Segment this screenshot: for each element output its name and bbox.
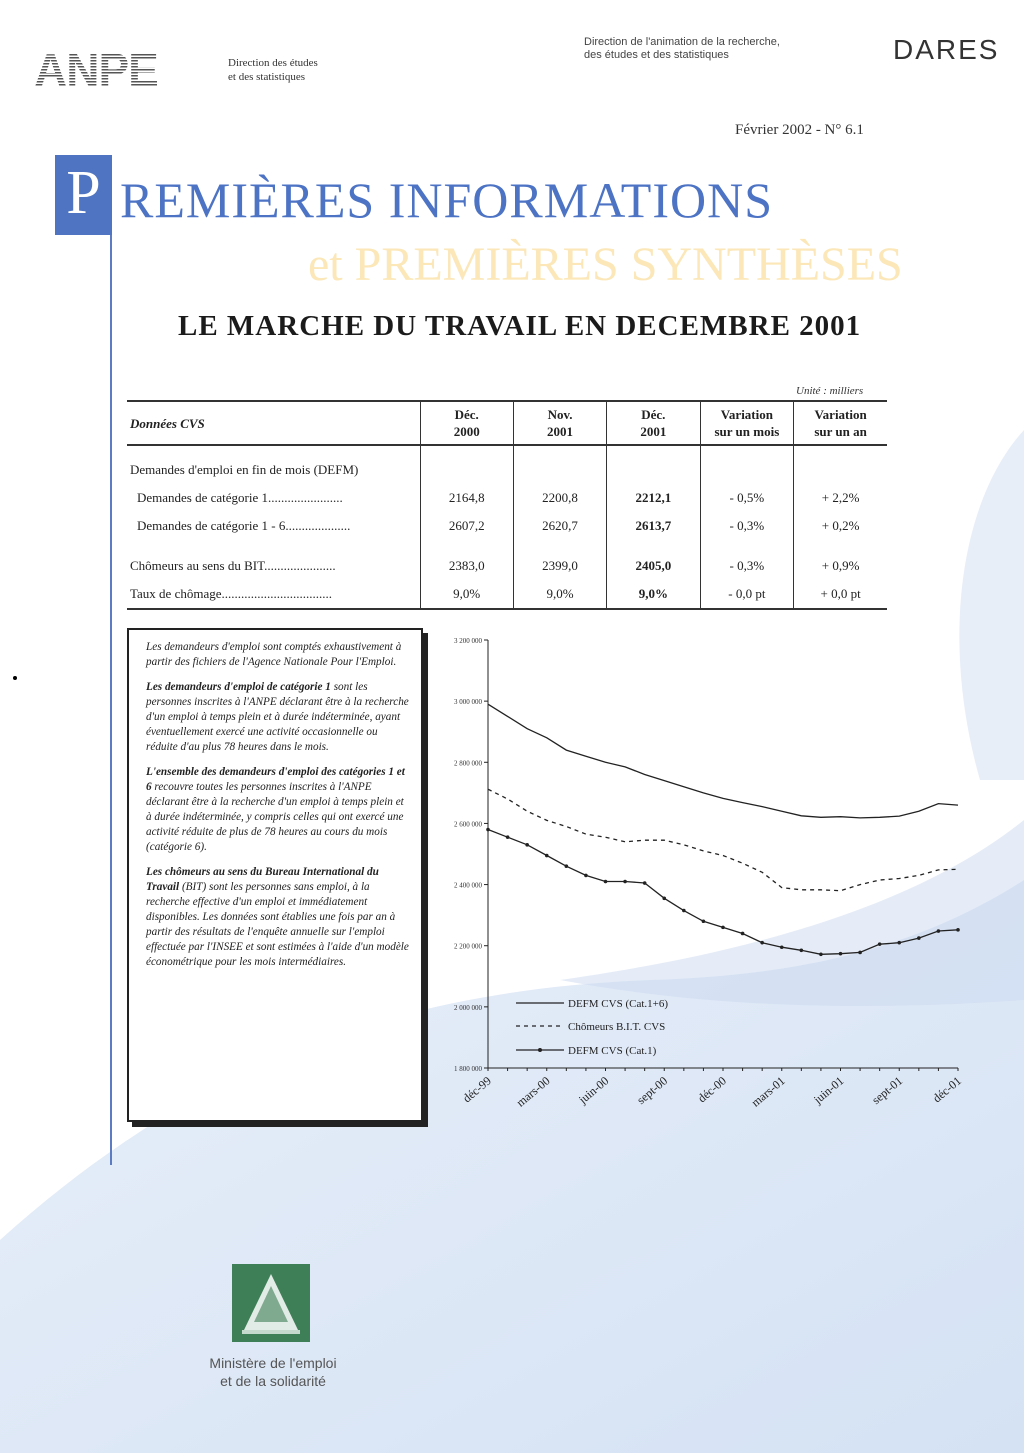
row-label: Demandes de catégorie 1 - 6.................... <box>137 518 351 533</box>
note-p3-bold: L'ensemble des demandeurs d'emploi des catégories 1 et 6 <box>146 766 405 793</box>
cell-var-month: - 0,3% <box>700 512 794 540</box>
x-tick-label: juin-01 <box>810 1073 847 1107</box>
series-point <box>584 874 588 878</box>
series-point <box>937 929 941 933</box>
cell-var-year: + 0,9% <box>794 540 887 580</box>
legend-label: DEFM CVS (Cat.1+6) <box>568 998 669 1010</box>
series-point <box>662 897 666 901</box>
side-strip <box>110 155 112 1165</box>
y-tick-label: 2 800 000 <box>454 759 482 768</box>
series-point <box>858 951 862 955</box>
note-p4-bold: Les chômeurs au sens du Bureau International du Travail <box>146 866 379 893</box>
header-dec2001-line2: 2001 <box>640 424 667 439</box>
row-label: Demandes de catégorie 1....................... <box>137 490 343 505</box>
document-title: LE MARCHE DU TRAVAIL EN DECEMBRE 2001 <box>178 310 862 342</box>
header-nov2001-line2: 2001 <box>547 424 574 439</box>
dares-sub-line-2: des études et des statistiques <box>584 49 729 61</box>
header-var-year-line1: Variation <box>814 407 867 422</box>
series-point <box>878 942 882 946</box>
issue-number: Février 2002 - N° 6.1 <box>735 122 864 138</box>
series-point <box>702 919 706 923</box>
ministry-name <box>183 1354 363 1390</box>
header-var-month <box>700 401 794 445</box>
series-point <box>643 881 647 885</box>
series-line-2 <box>488 830 958 955</box>
series-point <box>839 952 843 956</box>
cell-dec2001: 2613,7 <box>607 512 700 540</box>
y-tick-label: 1 800 000 <box>454 1065 482 1073</box>
cell-var-month: - 0,5% <box>700 484 794 512</box>
note-p2-bold: Les demandeurs d'emploi de catégorie 1 <box>146 681 331 693</box>
row-label: Chômeurs au sens du BIT...................... <box>130 558 336 573</box>
series-point <box>506 835 510 839</box>
header-dec2000-line1: Déc. <box>454 407 479 422</box>
x-tick-label: sept-00 <box>634 1073 671 1108</box>
x-tick-label: mars-01 <box>748 1073 788 1110</box>
series-point <box>956 928 960 932</box>
cell-dec2001: 2405,0 <box>607 540 700 580</box>
header-var-year-line2: sur un an <box>814 424 867 439</box>
ministry-line-1: Ministère de l'emploi <box>209 1355 337 1371</box>
note-p2 <box>146 680 411 755</box>
svg-text:ANPE: ANPE <box>34 48 158 92</box>
table-row <box>127 540 887 580</box>
dares-subtitle <box>584 36 780 62</box>
series-point <box>682 909 686 913</box>
cell-dec2000: 9,0% <box>420 580 513 609</box>
section-label: Demandes d'emploi en fin de mois (DEFM) <box>130 462 359 477</box>
legend-marker <box>538 1048 542 1052</box>
row-label: Taux de chômage.................................. <box>127 580 420 609</box>
series-point <box>565 864 569 868</box>
header-var-month-line2: sur un mois <box>714 424 780 439</box>
note-p4 <box>146 865 411 970</box>
cell-dec2001: 2212,1 <box>607 484 700 512</box>
y-tick-label: 2 000 000 <box>454 1003 482 1012</box>
dares-sub-line-1: Direction de l'animation de la recherche, <box>584 36 780 48</box>
header-dec2001 <box>607 401 700 445</box>
series-point <box>623 880 627 884</box>
header-dec2000 <box>420 401 513 445</box>
title-initial: P <box>66 159 101 227</box>
series-point <box>917 936 921 940</box>
header-nov2001 <box>513 401 606 445</box>
note-p3 <box>146 765 411 855</box>
cell-var-year: + 0,2% <box>794 512 887 540</box>
anpe-sub-line-2: et des statistiques <box>228 71 305 83</box>
x-tick-label: déc-00 <box>694 1073 729 1106</box>
cell-dec2001: 9,0% <box>607 580 700 609</box>
y-tick-label: 2 600 000 <box>454 820 482 829</box>
cell-var-month: - 0,0 pt <box>700 580 794 609</box>
x-tick-label: mars-00 <box>513 1073 553 1110</box>
cell-var-year: + 2,2% <box>794 484 887 512</box>
y-tick-label: 3 200 000 <box>454 637 482 645</box>
series-point <box>800 949 804 953</box>
note-p3-rest: recouvre toutes les personnes inscrites à l'ANPE déclarant être à la recherche d'un emploi à temps plein et à durée indéterminée, y compris celles qui ont exercé une activité réduite de plus de 78 heures au cours du mois (catégorie 6). <box>146 781 404 853</box>
anpe-subtitle <box>228 56 318 84</box>
legend-label: Chômeurs B.I.T. CVS <box>568 1021 666 1033</box>
cell-var-year: + 0,0 pt <box>794 580 887 609</box>
series-point <box>486 828 490 832</box>
series-point <box>721 926 725 930</box>
cell-dec2000: 2383,0 <box>420 540 513 580</box>
series-point <box>741 932 745 936</box>
header-var-year <box>794 401 887 445</box>
definitions-note <box>127 628 423 1122</box>
ministry-logo <box>232 1264 310 1342</box>
series-point <box>760 941 764 945</box>
line-chart <box>430 628 990 1148</box>
table-unit: Unité : milliers <box>796 385 864 397</box>
header-var-month-line1: Variation <box>720 407 773 422</box>
header-label: Données CVS <box>127 401 420 445</box>
cell-nov2001: 2620,7 <box>513 512 606 540</box>
x-tick-label: juin-00 <box>575 1073 612 1107</box>
cell-nov2001: 9,0% <box>513 580 606 609</box>
series-line-1 <box>488 789 958 891</box>
cell-nov2001: 2200,8 <box>513 484 606 512</box>
y-tick-label: 2 400 000 <box>454 881 482 890</box>
y-tick-label: 2 200 000 <box>454 942 482 951</box>
ministry-line-2: et de la solidarité <box>220 1373 326 1389</box>
series-point <box>897 941 901 945</box>
series-line-0 <box>488 704 958 818</box>
title-line-2: et PREMIÈRES SYNTHÈSES <box>308 238 903 291</box>
series-point <box>780 945 784 949</box>
x-tick-label: déc-01 <box>929 1073 964 1106</box>
anpe-sub-line-1: Direction des études <box>228 57 318 69</box>
cell-dec2000: 2164,8 <box>420 484 513 512</box>
header-nov2001-line1: Nov. <box>547 407 573 422</box>
margin-dot <box>13 676 17 680</box>
note-p4-rest: (BIT) sont les personnes sans emploi, à la recherche effective d'un emploi et immédiatement disponibles. Les données sont établies une fois par an à partir des résultats de l'enquête annuelle sur l'emploi effectuée par l'INSEE et sont estimées à l'aide d'un modèle économétrique pour les mois intermédiaires. <box>146 881 409 968</box>
series-point <box>604 880 608 884</box>
legend-label: DEFM CVS (Cat.1) <box>568 1045 657 1057</box>
table-row <box>127 512 887 540</box>
table-row <box>127 484 887 512</box>
y-tick-label: 3 000 000 <box>454 698 482 707</box>
x-tick-label: déc-99 <box>459 1073 494 1106</box>
dares-logo: DARES <box>893 34 1000 65</box>
note-p1: Les demandeurs d'emploi sont comptés exhaustivement à partir des fichiers de l'Agence Nationale Pour l'Emploi. <box>146 641 402 668</box>
x-tick-label: sept-01 <box>869 1073 906 1108</box>
table-row <box>127 580 887 609</box>
series-point <box>819 952 823 956</box>
series-point <box>525 843 529 847</box>
header-dec2001-line1: Déc. <box>641 407 666 422</box>
anpe-logo <box>34 48 194 92</box>
note-p2-rest: sont les personnes inscrites à l'ANPE déclarant être à la recherche d'un emploi à temps plein et à durée indéterminée, ayant éventuellement exercé une activité occasionnelle ou réduite d'au plus 78 heures dans le mois. <box>146 681 409 753</box>
cell-var-month: - 0,3% <box>700 540 794 580</box>
cell-nov2001: 2399,0 <box>513 540 606 580</box>
title-line-1: REMIÈRES INFORMATIONS <box>120 172 774 228</box>
cell-dec2000: 2607,2 <box>420 512 513 540</box>
series-point <box>545 854 549 858</box>
header-dec2000-line2: 2000 <box>453 424 480 439</box>
data-table <box>127 400 887 610</box>
table-section-row <box>127 445 887 484</box>
table-header-row <box>127 401 887 445</box>
